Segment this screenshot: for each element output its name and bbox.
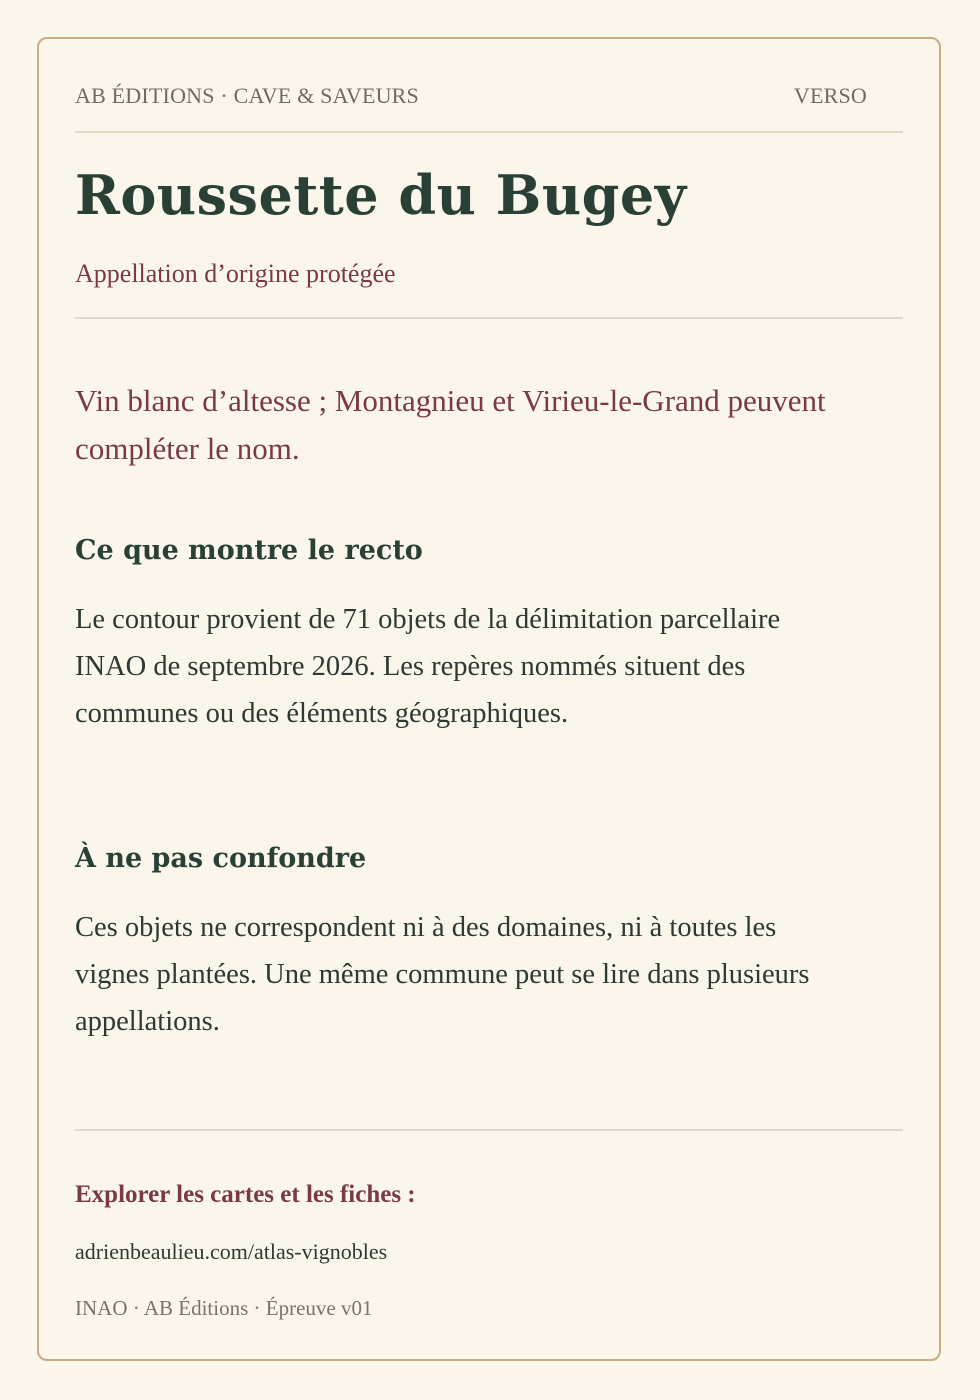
card-footer xyxy=(75,1129,903,1320)
page-title: Roussette du Bugey xyxy=(75,163,687,227)
title-block xyxy=(75,131,903,319)
section-heading-confusion: À ne pas confondre xyxy=(75,843,367,874)
page-subtitle: Appellation d’origine protégée xyxy=(75,259,396,288)
publisher-label: AB ÉDITIONS · CAVE & SAVEURS xyxy=(75,83,419,108)
card-content xyxy=(75,39,903,1359)
footer-link[interactable]: adrienbeaulieu.com/atlas-vignobles xyxy=(75,1239,388,1264)
section-body-recto: Le contour provient de 71 objets de la délimitation parcellaire INAO de septembre 2026. Les repères nommés situent des communes ou des éléments géographiques. xyxy=(75,604,781,729)
section-heading-recto: Ce que montre le recto xyxy=(75,535,423,566)
side-label: VERSO xyxy=(793,83,867,108)
card-header xyxy=(75,83,903,133)
footer-credits: INAO · AB Éditions · Épreuve v01 xyxy=(75,1296,373,1320)
section-body-confusion: Ces objets ne correspondent ni à des domaines, ni à toutes les vignes plantées. Une même commune peut se lire dans plusieurs appellations. xyxy=(75,912,810,1037)
lead-paragraph: Vin blanc d’altesse ; Montagnieu et Virieu-le-Grand peuvent compléter le nom. xyxy=(75,383,826,466)
footer-cta: Explorer les cartes et les fiches : xyxy=(75,1181,416,1208)
card xyxy=(37,37,941,1361)
